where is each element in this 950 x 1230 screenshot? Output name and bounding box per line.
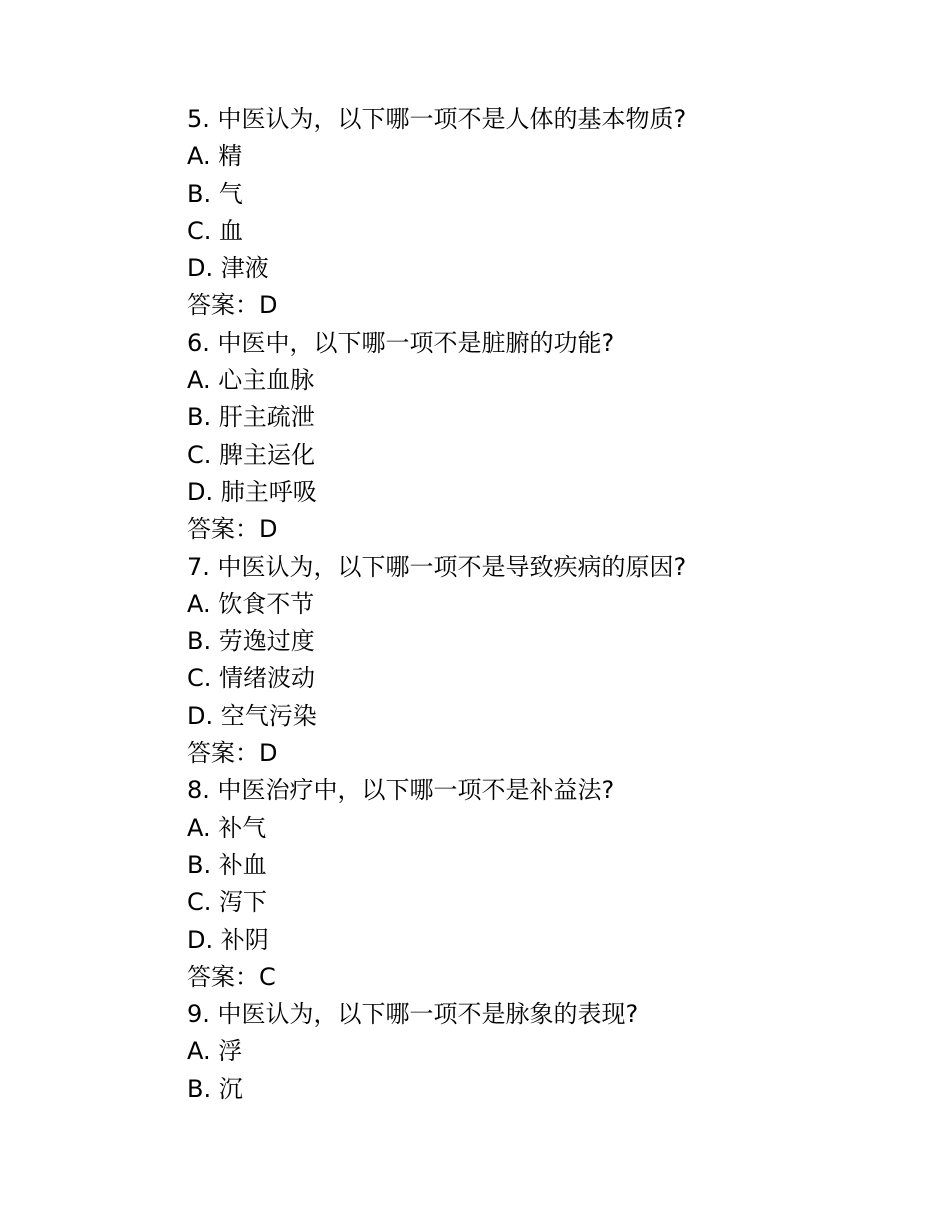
question-block xyxy=(187,772,887,996)
question-text: 6. 中医中，以下哪一项不是脏腑的功能? xyxy=(187,328,615,357)
option-a: A. 心主血脉 xyxy=(187,366,315,395)
option-d: D. 补阴 xyxy=(187,925,269,954)
question-block xyxy=(187,996,887,1108)
option-c: C. 脾主运化 xyxy=(187,440,316,469)
option-c: C. 情绪波动 xyxy=(187,664,316,693)
question-block xyxy=(187,549,887,773)
option-b: B. 沉 xyxy=(187,1074,243,1103)
question-text: 9. 中医认为，以下哪一项不是脉象的表现? xyxy=(187,1000,639,1029)
option-a: A. 补气 xyxy=(187,813,267,842)
answer-text: 答案：D xyxy=(187,291,278,320)
question-text: 8. 中医治疗中，以下哪一项不是补益法? xyxy=(187,776,615,805)
answer-text: 答案：D xyxy=(187,515,278,544)
question-block xyxy=(187,101,887,325)
option-a: A. 精 xyxy=(187,142,243,171)
option-c: C. 血 xyxy=(187,216,244,245)
option-c: C. 泻下 xyxy=(187,888,268,917)
option-a: A. 饮食不节 xyxy=(187,589,315,618)
question-text: 5. 中医认为，以下哪一项不是人体的基本物质? xyxy=(187,105,687,133)
option-d: D. 空气污染 xyxy=(187,701,317,730)
option-d: D. 肺主呼吸 xyxy=(187,477,317,506)
question-block xyxy=(187,325,887,549)
option-b: B. 劳逸过度 xyxy=(187,627,315,656)
option-b: B. 肝主疏泄 xyxy=(187,403,315,432)
option-b: B. 补血 xyxy=(187,850,267,879)
question-text: 7. 中医认为，以下哪一项不是导致疾病的原因? xyxy=(187,552,687,581)
question-list xyxy=(187,101,887,1108)
option-a: A. 浮 xyxy=(187,1037,243,1066)
answer-text: 答案：C xyxy=(187,962,276,991)
option-b: B. 气 xyxy=(187,179,243,208)
answer-text: 答案：D xyxy=(187,739,278,768)
option-d: D. 津液 xyxy=(187,254,269,283)
